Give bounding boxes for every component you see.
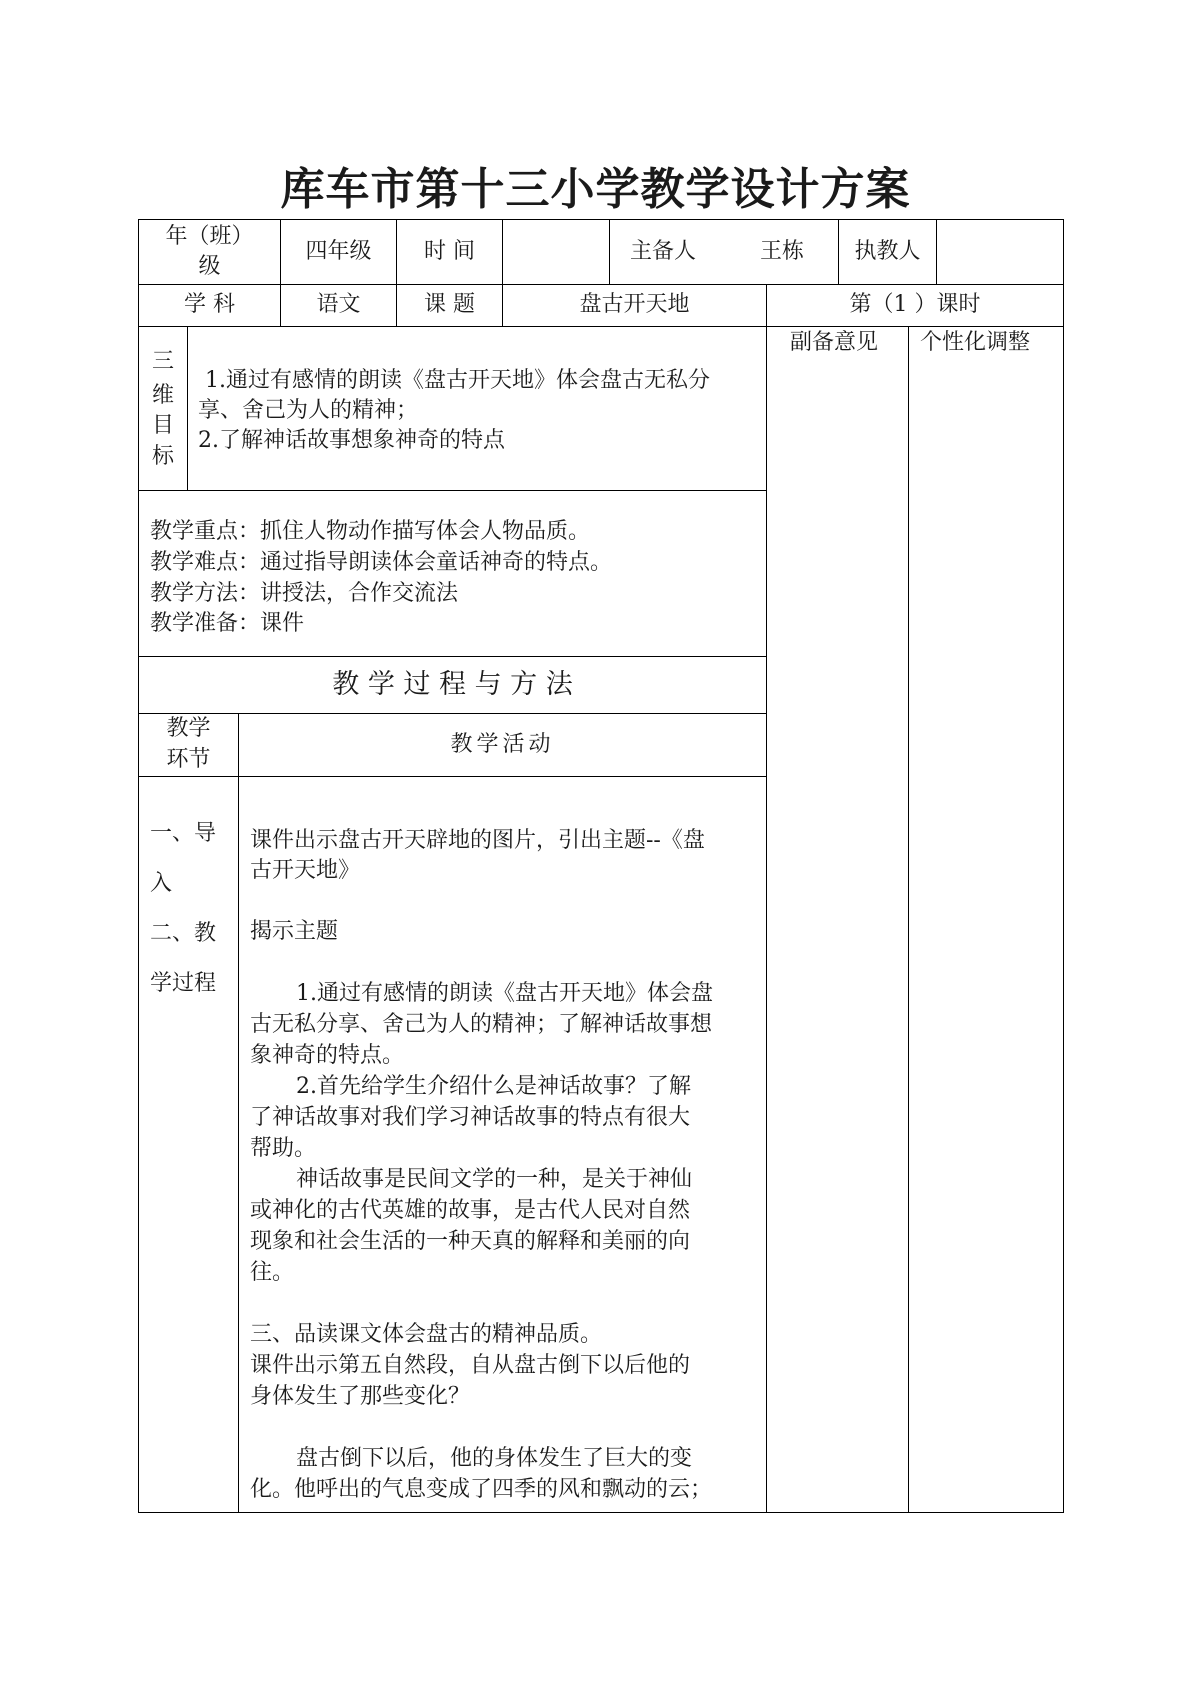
- key-point-line: 教学难点：通过指导朗读体会童话神奇的特点。: [150, 550, 613, 575]
- goal-line: 享、舍己为人的精神；: [198, 398, 419, 423]
- grid-line: [238, 713, 239, 1513]
- activity-line: 揭示主题: [250, 919, 339, 944]
- activity-line: 往。: [250, 1260, 295, 1285]
- key-point-line: 教学重点：抓住人物动作描写体会人物品质。: [150, 519, 591, 544]
- activity-line: 现象和社会生活的一种天真的解释和美丽的向: [250, 1229, 691, 1254]
- activity-line: 古无私分享、舍己为人的精神；了解神话故事想: [250, 1012, 713, 1037]
- activity-line: 2.首先给学生介绍什么是神话故事？了解: [296, 1074, 691, 1099]
- goals-label-char: 维: [151, 383, 174, 408]
- goals-label-char: 标: [151, 444, 174, 469]
- stage-label: 二、教: [150, 921, 217, 946]
- time-label: 时 间: [424, 239, 475, 264]
- grid-line: [138, 656, 766, 657]
- grade-label-line2: 级: [198, 254, 221, 279]
- topic-label: 课 题: [424, 292, 475, 317]
- teacher-label: 执教人: [854, 239, 921, 264]
- subject-label: 学 科: [184, 292, 235, 317]
- goals-label-char: 三: [151, 349, 174, 374]
- lead-preparer-label: 主备人: [630, 239, 697, 264]
- activity-line: 盘古倒下以后，他的身体发生了巨大的变: [296, 1446, 693, 1471]
- period-label: 第（1 ）课时: [849, 292, 981, 317]
- topic-value: 盘古开天地: [579, 292, 690, 317]
- grid-line: [138, 284, 1064, 285]
- activity-line: 课件出示第五自然段，自从盘古倒下以后他的: [250, 1353, 691, 1378]
- personal-adjust-label: 个性化调整: [920, 330, 1031, 355]
- activity-line: 或神化的古代英雄的故事，是古代人民对自然: [250, 1198, 691, 1223]
- document-title: 库车市第十三小学教学设计方案: [280, 164, 911, 215]
- grid-line: [138, 1512, 1064, 1513]
- grid-line: [609, 219, 610, 285]
- activity-line: 帮助。: [250, 1136, 317, 1161]
- key-point-line: 教学方法：讲授法，合作交流法: [150, 581, 459, 606]
- grid-line: [766, 284, 767, 1513]
- goal-line: 1.通过有感情的朗读《盘古开天地》体会盘古无私分: [198, 368, 710, 393]
- grid-line: [138, 776, 766, 777]
- stage-label: 一、导: [150, 821, 217, 846]
- assistant-opinion-label: 副备意见: [790, 330, 879, 355]
- goal-line: 2.了解神话故事想象神奇的特点: [198, 428, 505, 453]
- grid-line: [908, 326, 909, 1513]
- grade-label: 年（班）: [165, 224, 254, 249]
- stage-column-header-line2: 环节: [166, 747, 211, 772]
- stage-label: 学过程: [150, 971, 217, 996]
- activity-line: 象神奇的特点。: [250, 1043, 405, 1068]
- activity-line: 1.通过有感情的朗读《盘古开天地》体会盘: [296, 981, 713, 1006]
- activity-column-header: 教学活动: [450, 732, 555, 757]
- grid-line: [1063, 219, 1064, 1513]
- activity-line: 神话故事是民间文学的一种，是关于神仙: [296, 1167, 693, 1192]
- subject-value: 语文: [316, 292, 361, 317]
- goals-label-char: 目: [151, 413, 174, 438]
- stage-label: 入: [150, 871, 173, 896]
- activity-line: 古开天地》: [250, 858, 361, 883]
- key-point-line: 教学准备：课件: [150, 611, 305, 636]
- activity-line: 三、品读课文体会盘古的精神品质。: [250, 1322, 603, 1347]
- lead-preparer-value: 王栋: [760, 239, 805, 264]
- activity-line: 了神话故事对我们学习神话故事的特点有很大: [250, 1105, 691, 1130]
- activity-line: 化。他呼出的气息变成了四季的风和飘动的云；: [250, 1477, 713, 1502]
- activity-line: 课件出示盘古开天辟地的图片，引出主题--《盘: [250, 828, 705, 853]
- stage-column-header: 教学: [166, 716, 211, 741]
- grid-line: [936, 219, 937, 285]
- grid-line: [187, 326, 188, 491]
- grid-line: [138, 219, 1064, 220]
- activity-line: 身体发生了那些变化？: [250, 1384, 471, 1409]
- process-heading: 教 学 过 程 与 方 法: [332, 669, 573, 700]
- grade-value: 四年级: [305, 239, 372, 264]
- grid-line: [138, 490, 766, 491]
